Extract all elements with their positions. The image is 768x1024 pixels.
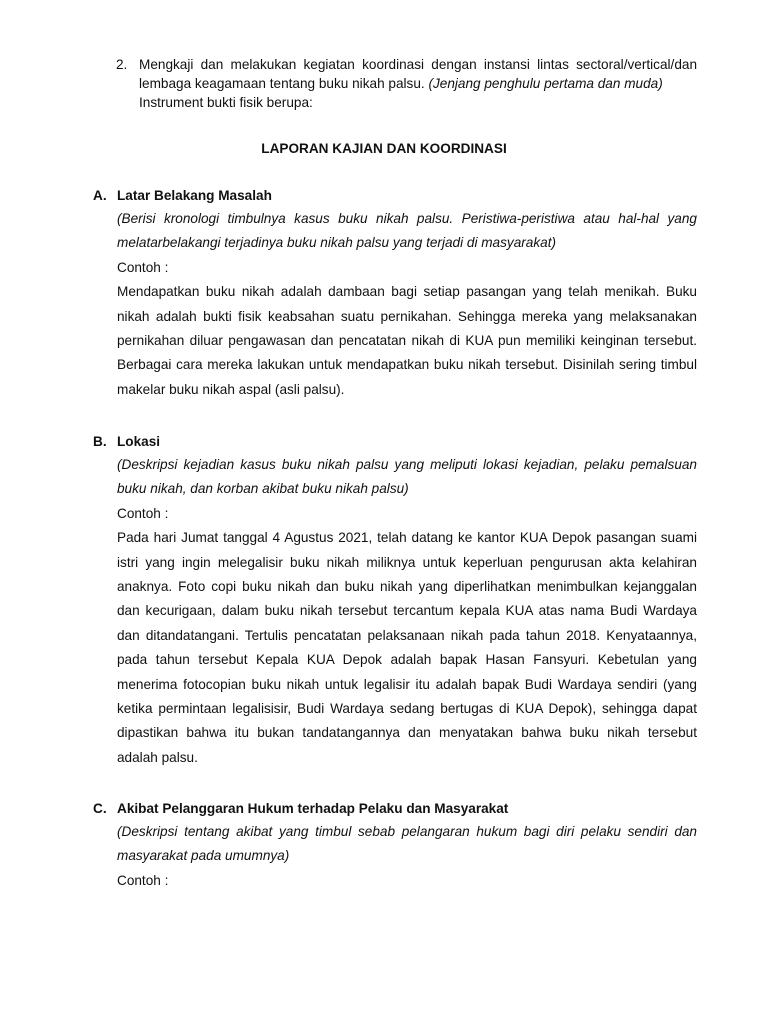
- section-a: [93, 186, 697, 402]
- section-description: (Deskripsi kejadian kasus buku nikah palsu yang meliputi lokasi kejadian, pelaku pemalsuan buku nikah, dan korban akibat buku nikah palsu): [117, 457, 697, 497]
- section-heading: Akibat Pelanggaran Hukum terhadap Pelaku dan Masyarakat: [117, 801, 509, 816]
- item-body: [139, 55, 697, 112]
- example-text: Pada hari Jumat tanggal 4 Agustus 2021, telah datang ke kantor KUA Depok pasangan suami istri yang ingin melegalisir buku nikah miliknya untuk keperluan pengurusan akta kelahiran anaknya. Foto copi buku nikah dan buku nikah yang diperlihatkan menimbulkan kejanggalan dan kecurigaan, dalam buku nikah tersebut tercantum kepala KUA atas nama Budi Wardaya dan ditandatangani. Tertulis pencatatan pelaksanaan nikah pada tahun 2018. Kenyataannya, pada tahun tersebut Kepala KUA Depok adalah bapak Hasan Fansyuri. Kebetulan yang menerima fotocopian buku nikah untuk legalisir itu adalah bapak Budi Wardaya sendiri (yang ketika permintaan legalisisir, Budi Wardaya sedang bertugas di KUA Depok), sehingga dapat dipastikan bahwa itu bukan tandatangannya dan menyatakan bahwa buku nikah tersebut adalah palsu.: [117, 530, 697, 765]
- item-number: 2.: [116, 57, 128, 72]
- example-text: Mendapatkan buku nikah adalah dambaan bagi setiap pasangan yang telah menikah. Buku nikah adalah bukti fisik keabsahan suatu pernikahan. Sehingga mereka yang melaksanakan pernikahan diluar pengawasan dan pencatatan nikah di KUA pun memiliki keinginan tersebut. Berbagai cara mereka lakukan untuk mendapatkan buku nikah tersebut. Disinilah sering timbul makelar buku nikah aspal (asli palsu).: [117, 284, 697, 397]
- section-b: [93, 432, 697, 770]
- item-italic-note: (Jenjang penghulu pertama dan muda): [428, 76, 663, 91]
- section-letter: C.: [93, 801, 107, 816]
- section-letter: A.: [93, 188, 107, 203]
- section-heading: Latar Belakang Masalah: [117, 188, 272, 203]
- example-label: Contoh :: [117, 872, 169, 888]
- item-text: Mengkaji dan melakukan kegiatan koordinasi dengan instansi lintas sectoral/vertical/dan lembaga keagamaan tentang buku nikah palsu.: [139, 57, 697, 91]
- example-label: Contoh :: [117, 505, 169, 521]
- section-letter: B.: [93, 434, 107, 449]
- report-title: LAPORAN KAJIAN DAN KOORDINASI: [261, 141, 507, 156]
- section-description: (Deskripsi tentang akibat yang timbul sebab pelangaran hukum bagi diri pelaku sendiri dan masyarakat pada umumnya): [117, 824, 697, 864]
- section-c: [93, 799, 697, 893]
- item-instrument: Instrument bukti fisik berupa:: [139, 95, 313, 110]
- section-heading: Lokasi: [117, 434, 161, 449]
- numbered-item-2: [116, 55, 697, 112]
- section-description: (Berisi kronologi timbulnya kasus buku nikah palsu. Peristiwa-peristiwa atau hal-hal yang melatarbelakangi terjadinya buku nikah palsu yang terjadi di masyarakat): [117, 211, 697, 251]
- example-label: Contoh :: [117, 259, 169, 275]
- section-content: [117, 207, 697, 402]
- section-content: [117, 453, 697, 770]
- section-content: [117, 820, 697, 893]
